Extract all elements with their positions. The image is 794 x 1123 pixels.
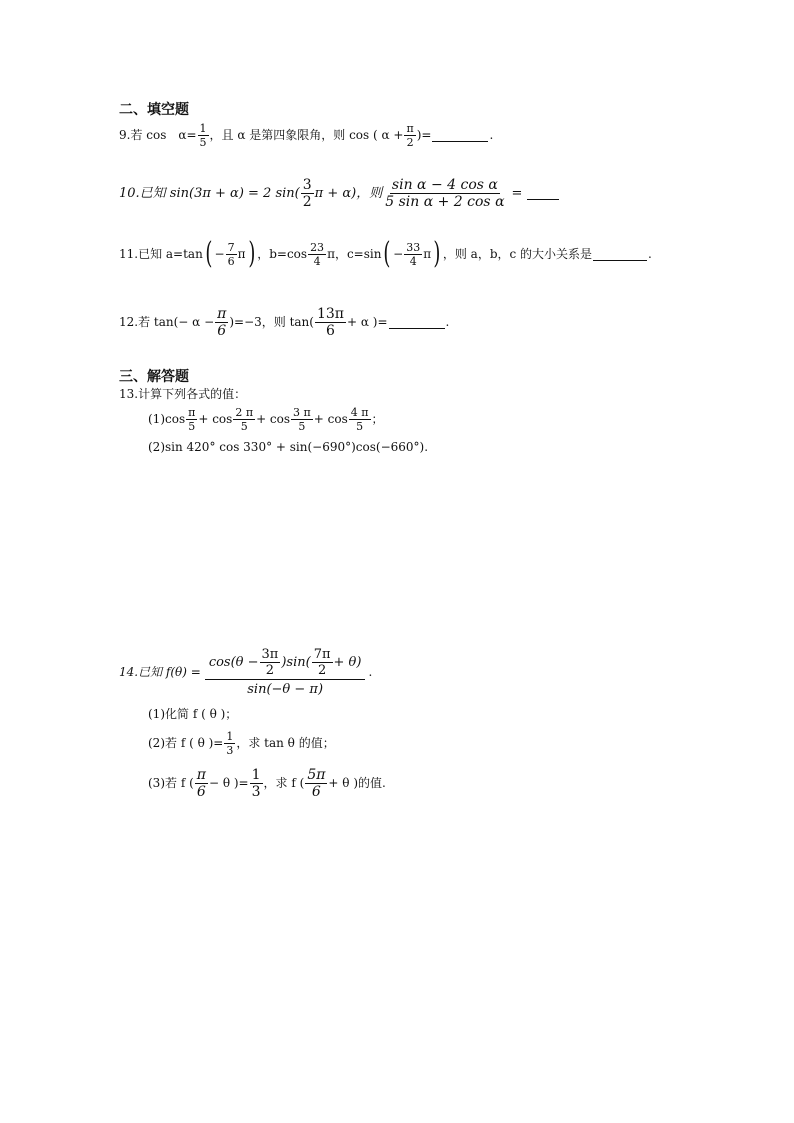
q14-text-1: 14.已知 f(θ) = bbox=[119, 665, 201, 679]
q14-s3-fraction-3-num: 5π bbox=[307, 766, 326, 783]
q13-s1-fraction-4-den: 5 bbox=[356, 419, 364, 433]
q12-fraction-2 bbox=[315, 307, 346, 338]
q13-s1-fraction-3-num: 3 π bbox=[293, 405, 311, 419]
q12-text-1: 12.若 tan(− α − bbox=[119, 315, 215, 329]
q13-s1-fraction-2-den: 5 bbox=[240, 419, 248, 433]
q13-s1-fraction-2 bbox=[233, 407, 255, 432]
q10-fraction-2-num: sin α − 4 cos α bbox=[391, 176, 498, 193]
q12-fraction-1-num: π bbox=[217, 305, 227, 322]
q10-fraction-1-num: 3 bbox=[302, 176, 312, 193]
q10-fraction-1-den: 2 bbox=[302, 193, 312, 210]
question-10 bbox=[119, 174, 560, 212]
q14-s1-text: (1)化简 f ( θ )； bbox=[148, 707, 238, 721]
question-14-part-3 bbox=[148, 764, 386, 802]
q14-num-fraction-2-num: 7π bbox=[313, 647, 331, 662]
q14-num-text-c: + θ) bbox=[333, 655, 362, 670]
q13-s1-fraction-3 bbox=[291, 407, 313, 432]
q9-text-3: )= bbox=[416, 128, 432, 142]
q12-fraction-1 bbox=[215, 307, 228, 338]
q11-paren-open-1: ( bbox=[205, 236, 213, 271]
q9-text-2: ，且 α 是第四象限角，则 cos ( α + bbox=[209, 128, 404, 142]
q14-s2-fraction-1 bbox=[224, 731, 235, 756]
q13-s1-fraction-4-num: 4 π bbox=[350, 405, 369, 419]
question-9 bbox=[119, 118, 493, 152]
q11-text-5: π，c=sin bbox=[327, 247, 382, 261]
q9-answer-blank bbox=[432, 129, 488, 142]
q14-s2-text-a: (2)若 f ( θ )= bbox=[148, 736, 224, 750]
q10-fraction-2 bbox=[383, 178, 506, 209]
q11-fraction-2-den: 4 bbox=[313, 254, 321, 268]
q11-text-end: . bbox=[648, 247, 652, 261]
question-14-part-1 bbox=[148, 706, 237, 722]
q13-s1-text-b: + cos bbox=[198, 412, 233, 426]
q11-fraction-1 bbox=[226, 242, 237, 267]
q11-text-8: ，则 a，b，c 的大小关系是 bbox=[442, 247, 593, 261]
q12-answer-blank bbox=[389, 316, 445, 329]
q14-s3-text-c: ，求 f ( bbox=[263, 776, 305, 790]
q14-main-fraction-num bbox=[205, 648, 366, 680]
q9-fraction-2-den: 2 bbox=[406, 135, 414, 149]
question-14 bbox=[119, 644, 372, 700]
q14-num-text-b: )sin( bbox=[281, 655, 311, 670]
q14-main-fraction-den: sin(−θ − π) bbox=[247, 682, 324, 697]
q14-s3-fraction-2 bbox=[250, 768, 263, 799]
q13-s1-fraction-1-den: 5 bbox=[188, 419, 196, 433]
q11-paren-close-2: ) bbox=[433, 236, 441, 271]
q11-text-4: ，b=cos bbox=[257, 247, 308, 261]
q11-fraction-3-num: 33 bbox=[406, 240, 421, 254]
q13-s1-fraction-3-den: 5 bbox=[298, 419, 306, 433]
q14-s3-fraction-1-den: 6 bbox=[196, 783, 206, 800]
q12-text-end: . bbox=[445, 315, 450, 329]
q13-s1-fraction-2-num: 2 π bbox=[235, 405, 254, 419]
q14-s3-text-a: (3)若 f ( bbox=[148, 776, 194, 790]
q14-text-end: . bbox=[368, 665, 373, 679]
q11-paren-close-1: ) bbox=[247, 236, 255, 271]
q9-fraction-2-num: π bbox=[406, 121, 414, 135]
q13-title: 13.计算下列各式的值： bbox=[119, 387, 247, 401]
q13-s1-text-a: (1)cos bbox=[148, 412, 186, 426]
q10-answer-blank bbox=[527, 187, 559, 200]
q14-s3-text-b: − θ )= bbox=[208, 776, 249, 790]
section-title-solve: 三、解答题 bbox=[119, 369, 189, 385]
question-13-part-2 bbox=[148, 439, 428, 455]
q14-num-fraction-2 bbox=[312, 648, 333, 677]
q10-text-3: = bbox=[511, 185, 523, 201]
q10-fraction-1 bbox=[301, 178, 314, 209]
q14-num-fraction-1-num: 3π bbox=[261, 647, 279, 662]
q12-fraction-2-num: 13π bbox=[316, 305, 344, 322]
q14-s2-fraction-1-den: 3 bbox=[226, 743, 234, 757]
q10-fraction-2-den: 5 sin α + 2 cos α bbox=[385, 193, 505, 210]
q14-s3-fraction-3 bbox=[305, 768, 327, 799]
q12-fraction-2-den: 6 bbox=[326, 322, 335, 339]
q14-num-fraction-1 bbox=[260, 648, 281, 677]
q14-s3-fraction-3-den: 6 bbox=[311, 783, 321, 800]
q11-fraction-2-num: 23 bbox=[310, 240, 325, 254]
question-13-part-1 bbox=[148, 402, 384, 436]
q14-s2-fraction-1-num: 1 bbox=[226, 729, 234, 743]
q9-fraction-1 bbox=[198, 123, 209, 148]
q11-pi-2: π bbox=[423, 247, 432, 261]
q11-fraction-2 bbox=[308, 242, 326, 267]
q11-answer-blank bbox=[593, 248, 647, 261]
q11-fraction-1-num: 7 bbox=[227, 240, 235, 254]
q13-s1-fraction-4 bbox=[349, 407, 371, 432]
q12-fraction-1-den: 6 bbox=[217, 322, 227, 339]
question-14-part-2 bbox=[148, 726, 335, 760]
q9-fraction-1-num: 1 bbox=[199, 121, 207, 135]
q13-s1-fraction-1-num: π bbox=[188, 405, 196, 419]
section-title-fill-in: 二、填空题 bbox=[119, 102, 189, 118]
q11-minus-1: − bbox=[214, 247, 225, 261]
q13-s1-text-c: + cos bbox=[256, 412, 291, 426]
q14-s3-text-d: + θ )的值. bbox=[328, 776, 386, 790]
question-12 bbox=[119, 302, 449, 342]
q13-s2-text: (2)sin 420° cos 330° + sin(−690°)cos(−660°). bbox=[148, 440, 429, 454]
q10-text-1: 10.已知 sin(3π + α) = 2 sin( bbox=[119, 185, 300, 201]
q14-s3-fraction-2-num: 1 bbox=[251, 766, 261, 783]
q12-text-2: )=−3，则 tan( bbox=[229, 315, 314, 329]
question-13-title bbox=[119, 386, 246, 402]
q14-num-fraction-2-den: 2 bbox=[317, 663, 327, 678]
q13-s1-fraction-1 bbox=[186, 407, 197, 432]
q9-text-end: . bbox=[489, 128, 494, 142]
question-11 bbox=[119, 236, 652, 272]
q14-num-text-a: cos(θ − bbox=[208, 655, 259, 670]
q13-s1-text-e: ； bbox=[371, 412, 384, 426]
q9-fraction-1-den: 5 bbox=[199, 135, 207, 149]
q11-fraction-3 bbox=[404, 242, 422, 267]
q12-text-3: + α )= bbox=[347, 315, 388, 329]
q14-s2-text-b: ，求 tan θ 的值； bbox=[236, 736, 335, 750]
q14-s3-fraction-1-num: π bbox=[196, 766, 206, 783]
q14-main-fraction bbox=[205, 648, 366, 696]
q11-pi-1: π bbox=[237, 247, 246, 261]
q9-text-1: 9.若 cos α= bbox=[119, 128, 197, 142]
q14-s3-fraction-1 bbox=[195, 768, 208, 799]
q14-s3-fraction-2-den: 3 bbox=[251, 783, 261, 800]
q11-minus-2: − bbox=[393, 247, 404, 261]
q11-text-1: 11.已知 a=tan bbox=[119, 247, 203, 261]
q13-s1-text-d: + cos bbox=[313, 412, 348, 426]
q11-fraction-1-den: 6 bbox=[227, 254, 235, 268]
q11-fraction-3-den: 4 bbox=[409, 254, 417, 268]
q10-text-2: π + α)，则 bbox=[314, 185, 383, 201]
q14-num-fraction-1-den: 2 bbox=[265, 663, 275, 678]
q11-paren-open-2: ( bbox=[383, 236, 391, 271]
q9-fraction-2 bbox=[404, 123, 415, 148]
